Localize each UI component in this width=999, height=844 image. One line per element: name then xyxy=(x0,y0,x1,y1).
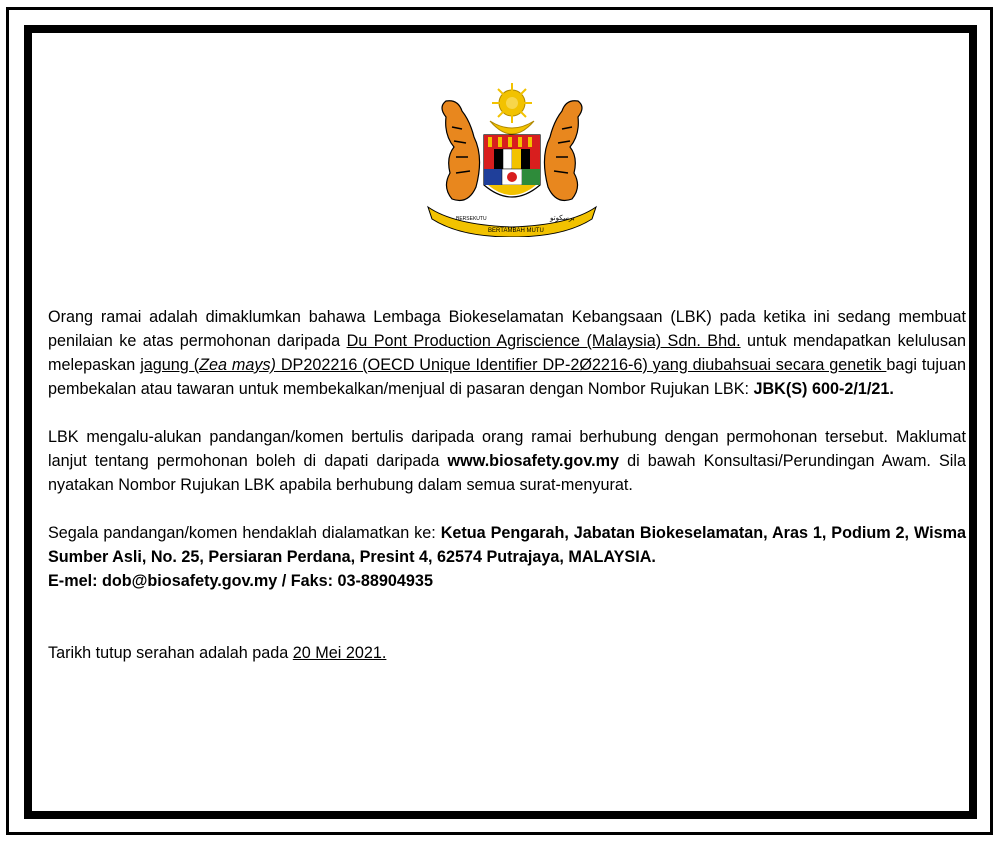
notice-frame xyxy=(24,25,977,819)
contact-line xyxy=(48,569,966,593)
paragraph-gap xyxy=(48,401,966,425)
p2-intro: LBK mengalu-alukan pandangan/komen bertulis daripada orang ramai berhubung dengan permohonan tersebut. Maklumat lanjut tentang permohonan boleh di dapati daripada xyxy=(48,428,966,470)
reference-number: JBK(S) 600-2/1/21. xyxy=(753,380,894,398)
applicant-name: Du Pont Production Agriscience (Malaysia) Sdn. Bhd. xyxy=(346,332,741,350)
left-tiger-icon xyxy=(442,101,480,201)
notice-paragraph-3 xyxy=(48,521,966,569)
outer-border xyxy=(6,7,993,835)
product-post: DP202216 (OECD Unique Identifier DP-2Ø2216-6) yang diubahsuai secara genetik xyxy=(275,356,887,374)
p1-intro: Orang ramai adalah dimaklumkan bahawa Lembaga Biokeselamatan Kebangsaan (LBK) pada ketika ini sedang membuat penilaian ke atas permohonan daripada xyxy=(48,308,966,350)
paragraph-gap xyxy=(48,593,966,641)
motto-main-text: BERTAMBAH MUTU xyxy=(488,228,544,234)
motto-jawi-text: برسکوتو xyxy=(550,214,575,222)
motto-left-text: BERSEKUTU xyxy=(456,216,487,222)
shield-icon xyxy=(484,135,540,197)
notice-body xyxy=(48,305,966,665)
product-pre: jagung ( xyxy=(140,356,200,374)
contact-details: E-mel: dob@biosafety.gov.my / Faks: 03-88904935 xyxy=(48,572,433,590)
closing-intro: Tarikh tutup serahan adalah pada xyxy=(48,644,293,662)
closing-date: 20 Mei 2021. xyxy=(292,644,387,662)
p3-intro: Segala pandangan/komen hendaklah dialamatkan ke: xyxy=(48,524,441,542)
malaysia-coat-of-arms xyxy=(424,77,600,237)
notice-paragraph-2 xyxy=(48,425,966,497)
motto-scroll xyxy=(428,207,596,237)
right-tiger-icon xyxy=(544,101,582,201)
product-description xyxy=(140,356,886,374)
p1-mid: untuk mendapatkan kelulusan melepaskan xyxy=(48,332,966,374)
product-species: Zea mays) xyxy=(199,356,276,374)
p2-tail: di bawah Konsultasi/Perundingan Awam. Sila nyatakan Nombor Rujukan LBK apabila berhubung dalam semua surat-menyurat. xyxy=(48,452,966,494)
p1-tail: bagi tujuan pembekalan atau tawaran untuk membekalkan/menjual di pasaran dengan Nombor Rujukan LBK: xyxy=(48,356,966,398)
notice-paragraph-1 xyxy=(48,305,966,401)
federal-star-icon xyxy=(492,83,532,123)
website-link[interactable]: www.biosafety.gov.my xyxy=(447,452,620,470)
closing-line xyxy=(48,641,966,665)
postal-address: Ketua Pengarah, Jabatan Biokeselamatan, Aras 1, Podium 2, Wisma Sumber Asli, No. 25, Persiaran Perdana, Presint 4, 62574 Putrajaya, MALAYSIA. xyxy=(48,524,967,566)
paragraph-gap xyxy=(48,497,966,521)
